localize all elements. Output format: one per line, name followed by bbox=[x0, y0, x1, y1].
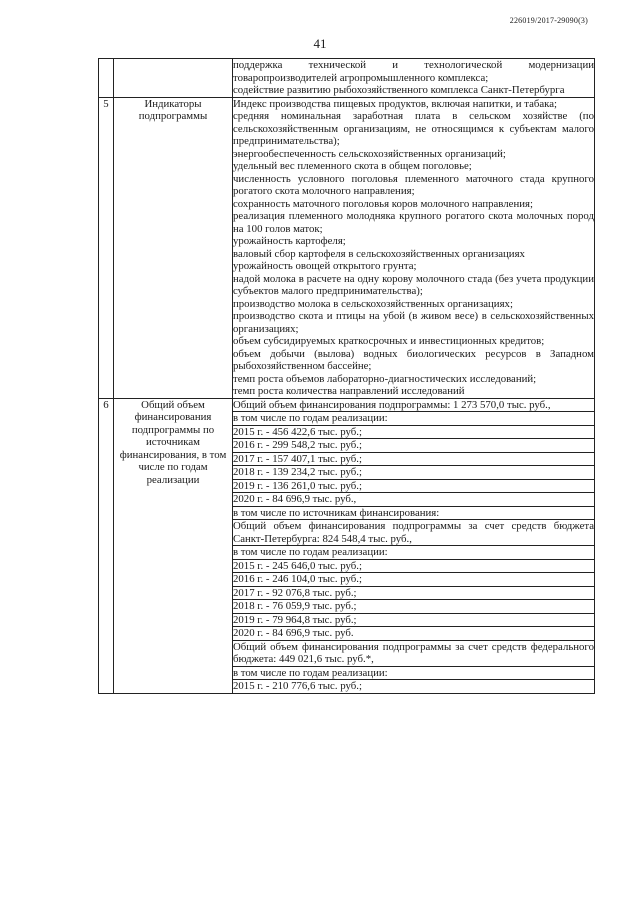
indicator-item: численность условного поголовья племенного маточного стада крупного рогатого скота молочного направления; bbox=[233, 172, 594, 197]
indicator-item: удельный вес племенного скота в общем поголовье; bbox=[233, 160, 472, 172]
financing-line: 2015 г. - 210 776,6 тыс. руб.; bbox=[233, 680, 595, 694]
financing-line: 2019 г. - 79 964,8 тыс. руб.; bbox=[233, 613, 595, 627]
indicator-item: урожайность картофеля; bbox=[233, 235, 346, 247]
financing-line: Общий объем финансирования подпрограммы за счет средств федерального бюджета: 449 021,6 тыс. руб.*, bbox=[233, 640, 594, 665]
financing-line: 2020 г. - 84 696,9 тыс. руб. bbox=[233, 627, 595, 641]
financing-line: в том числе по годам реализации: bbox=[233, 412, 595, 426]
financing-line: 2017 г. - 157 407,1 тыс. руб.; bbox=[233, 452, 595, 466]
indicator-item: Индекс производства пищевых продуктов, включая напитки, и табака; bbox=[233, 97, 558, 110]
indicator-item: темп роста количества направлений исследований bbox=[233, 385, 465, 397]
document-id: 226019/2017-29090(3) bbox=[509, 16, 588, 25]
financing-line: 2017 г. - 92 076,8 тыс. руб.; bbox=[233, 586, 595, 600]
table-row-continued bbox=[99, 59, 595, 98]
table-row-financing bbox=[99, 398, 595, 412]
financing-line: 2015 г. - 456 422,6 тыс. руб.; bbox=[233, 425, 595, 439]
row-number: 5 bbox=[99, 97, 114, 398]
financing-line: 2020 г. - 84 696,9 тыс. руб., bbox=[233, 493, 595, 507]
financing-line: 2016 г. - 299 548,2 тыс. руб.; bbox=[233, 439, 595, 453]
financing-line: Общий объем финансирования подпрограммы: 1 273 570,0 тыс. руб., bbox=[233, 398, 595, 412]
indicator-item: валовый сбор картофеля в сельскохозяйственных организациях bbox=[233, 247, 525, 260]
row-number: 6 bbox=[99, 398, 114, 693]
financing-line: в том числе по источникам финансирования: bbox=[233, 506, 595, 520]
passport-table bbox=[98, 58, 595, 694]
indicator-item: урожайность овощей открытого грунта; bbox=[233, 260, 417, 272]
indicator-item: производство молока в сельскохозяйственных организациях; bbox=[233, 297, 513, 310]
indicator-item: энергообеспеченность сельскохозяйственных организаций; bbox=[233, 147, 506, 160]
indicator-item: сохранность маточного поголовья коров молочного направления; bbox=[233, 197, 533, 210]
indicator-item: объем субсидируемых краткосрочных и инвестиционных кредитов; bbox=[233, 335, 545, 347]
page-number: 41 bbox=[313, 36, 327, 51]
indicator-item: объем добычи (вылова) водных биологических ресурсов в Западном рыбохозяйственном бассейне; bbox=[233, 347, 594, 372]
financing-line: Общий объем финансирования подпрограммы за счет средств бюджета Санкт-Петербурга: 824 548,4 тыс. руб., bbox=[233, 520, 594, 545]
financing-line: 2018 г. - 76 059,9 тыс. руб.; bbox=[233, 600, 595, 614]
table-row-indicators bbox=[99, 97, 595, 398]
row-name-cell bbox=[114, 59, 233, 98]
indicator-item: производство скота и птицы на убой (в живом весе) в сельскохозяйственных организациях; bbox=[233, 310, 594, 335]
financing-line: в том числе по годам реализации: bbox=[233, 546, 595, 560]
financing-line: 2018 г. - 139 234,2 тыс. руб.; bbox=[233, 466, 595, 480]
row-name: Общий объем финансирования подпрограммы по источникам финансирования, в том числе по годам реализации bbox=[114, 398, 233, 693]
content-line: содействие развитию рыбохозяйственного комплекса Санкт-Петербурга bbox=[233, 84, 565, 96]
indicators-list bbox=[233, 97, 595, 398]
indicator-item: средняя номинальная заработная плата в сельском хозяйстве (по сельскохозяйственным организациям, не относящимся к субъектам малого предпринимательства); bbox=[233, 110, 594, 147]
indicator-item: реализация племенного молодняка крупного рогатого скота молочных пород на 100 голов маток; bbox=[233, 210, 594, 235]
financing-line: 2019 г. - 136 261,0 тыс. руб.; bbox=[233, 479, 595, 493]
financing-line: 2015 г. - 245 646,0 тыс. руб.; bbox=[233, 559, 595, 573]
indicator-item: надой молока в расчете на одну корову молочного стада (без учета продукции субъектов малого предпринимательства); bbox=[233, 272, 594, 297]
row-name: Индикаторы подпрограммы bbox=[114, 97, 233, 398]
financing-line: 2016 г. - 246 104,0 тыс. руб.; bbox=[233, 573, 595, 587]
content-line: поддержка технической и технологической модернизации товаропроизводителей агропромышленного комплекса; bbox=[233, 59, 594, 84]
row-content-cell bbox=[233, 59, 595, 98]
indicator-item: темп роста объемов лабораторно-диагностических исследований; bbox=[233, 372, 537, 385]
row-number-cell bbox=[99, 59, 114, 98]
financing-line: в том числе по годам реализации: bbox=[233, 666, 595, 680]
